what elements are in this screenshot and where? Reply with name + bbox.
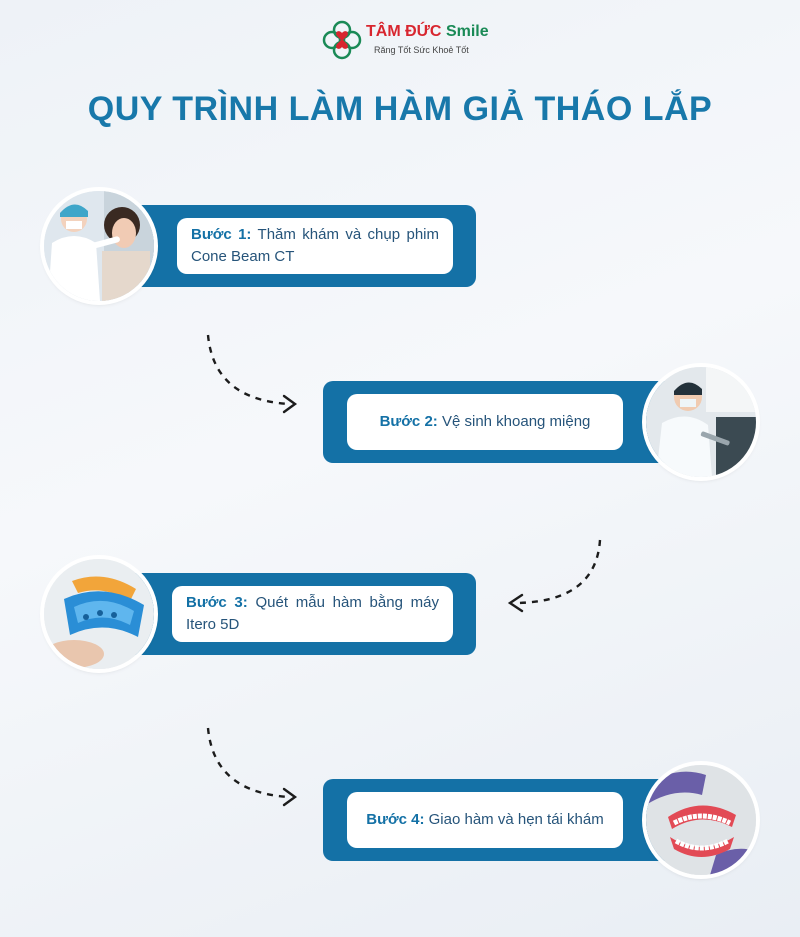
dental-cleaning-photo (646, 367, 756, 477)
brand-name-part1: TÂM ĐỨC (366, 23, 442, 40)
flow-arrow-2 (500, 535, 610, 620)
brand-name (366, 23, 489, 41)
step-4-text: Giao hàm và hẹn tái khám (428, 811, 604, 828)
clover-heart-icon (322, 20, 362, 60)
dentist-exam-photo (44, 191, 154, 301)
page-title: QUY TRÌNH LÀM HÀM GIẢ THÁO LẮP (87, 90, 713, 128)
step-2-label: Bước 2: (379, 413, 438, 430)
flow-arrow-3 (200, 723, 310, 813)
denture-model-photo (646, 765, 756, 875)
step-1-card (177, 218, 453, 274)
step-3-label: Bước 3: (186, 594, 248, 611)
flow-arrow-1 (200, 330, 310, 420)
step-1-text: Thăm khám và chụp phim Cone Beam CT (191, 226, 439, 265)
brand-name-part2: Smile (445, 23, 489, 40)
step-2-card (347, 394, 623, 450)
step-3-text: Quét mẫu hàm bằng máy Itero 5D (186, 594, 439, 633)
step-1-label: Bước 1: (191, 226, 252, 243)
brand-logo (322, 18, 489, 58)
brand-tagline: Răng Tốt Sức Khoẻ Tốt (374, 45, 469, 55)
step-3-card (172, 586, 453, 642)
step-4-card (347, 792, 623, 848)
dental-scan-mold-photo (44, 559, 154, 669)
step-2-text: Vệ sinh khoang miệng (441, 413, 591, 430)
step-4-label: Bước 4: (366, 811, 425, 828)
